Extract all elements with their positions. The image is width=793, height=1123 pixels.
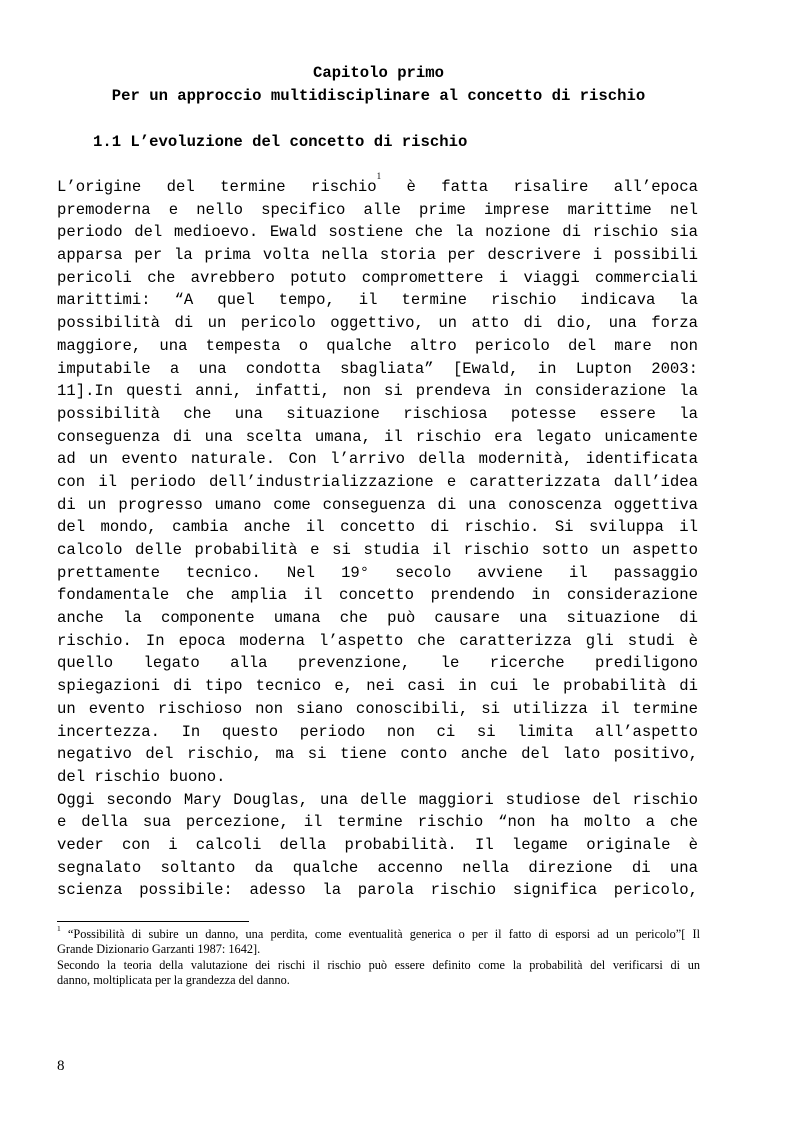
body-line: 11].In questi anni, infatti, non si prendeva in considerazione la	[57, 382, 698, 401]
body-line: con il periodo dell’industrializzazione e caratterizzata dall’idea	[57, 472, 698, 491]
body-line: periodo del medioevo. Ewald sostiene che la nozione di rischio sia	[57, 223, 698, 242]
body-line: possibilità che una situazione rischiosa potesse essere la	[57, 404, 698, 423]
chapter-subtitle: Per un approccio multidisciplinare al concetto di rischio	[111, 87, 646, 105]
body-line: del mondo, cambia anche il concetto di rischio. Si sviluppa il	[57, 518, 698, 537]
footnote-reference[interactable]: 1	[376, 171, 382, 181]
body-line: premoderna e nello specifico alle prime imprese marittime nel	[57, 200, 698, 219]
body-line: pericoli che avrebbero potuto compromettere i viaggi commerciali	[57, 268, 698, 287]
body-line: rischio. In epoca moderna l’aspetto che caratterizza gli studi è	[57, 631, 698, 650]
footnote-text: “Possibilità di subire un danno, una perdita, come eventualità generica o per il fatto di esporsi ad un pericolo”[ Il	[60, 927, 700, 941]
footnote-line: Secondo la teoria della valutazione dei rischi il rischio può essere definito come la probabilità del verificarsi di un	[57, 958, 700, 973]
body-line: apparsa per la prima volta nella storia per descrivere i possibili	[57, 246, 698, 265]
body-line: di un progresso umano come conseguenza di una conoscenza oggettiva	[57, 495, 698, 514]
footnote-line: Grande Dizionario Garzanti 1987: 1642].	[57, 941, 261, 956]
footnote-separator	[57, 921, 249, 922]
body-line-text: è fatta risalire all’epoca	[381, 178, 698, 196]
body-line: veder con i calcoli della probabilità. Il legame originale è	[57, 835, 698, 854]
body-line: del rischio buono.	[57, 767, 226, 786]
body-line: anche la componente umana che può causare una situazione di	[57, 609, 698, 628]
body-line: conseguenza di una scelta umana, il rischio era legato unicamente	[57, 427, 698, 446]
body-line: possibilità di un pericolo oggettivo, un atto di dio, una forza	[57, 314, 698, 333]
body-line: negativo del rischio, ma si tiene conto anche del lato positivo,	[57, 745, 698, 764]
footnote-mark: 1	[57, 924, 61, 933]
body-line: un evento rischioso non siano conoscibili, si utilizza il termine	[57, 699, 698, 718]
body-line: incertezza. In questo periodo non ci si limita all’aspetto	[57, 722, 698, 741]
body-line: maggiore, una tempesta o qualche altro pericolo del mare non	[57, 336, 698, 355]
body-line	[57, 171, 698, 199]
body-line: prettamente tecnico. Nel 19° secolo avviene il passaggio	[57, 563, 698, 582]
body-line: e della sua percezione, il termine rischio “non ha molto a che	[57, 813, 698, 832]
body-line: imputabile a una condotta sbagliata” [Ewald, in Lupton 2003:	[57, 359, 698, 378]
body-text	[57, 171, 698, 902]
chapter-title: Capitolo primo	[312, 64, 444, 82]
body-line: Oggi secondo Mary Douglas, una delle maggiori studiose del rischio	[57, 790, 698, 809]
body-line: segnalato soltanto da qualche accenno nella direzione di una	[57, 858, 698, 877]
footnotes	[57, 924, 700, 987]
body-line: fondamentale che amplia il concetto prendendo in considerazione	[57, 586, 698, 605]
body-line: quello legato alla prevenzione, le ricerche prediligono	[57, 654, 698, 673]
body-line: scienza possibile: adesso la parola rischio significa pericolo,	[57, 881, 698, 900]
body-line: spiegazioni di tipo tecnico e, nei casi in cui le probabilità di	[57, 677, 698, 696]
footnote-line	[57, 924, 700, 942]
body-line: calcolo delle probabilità e si studia il rischio sotto un aspetto	[57, 541, 698, 559]
body-line: marittimi: “A quel tempo, il termine rischio indicava la	[57, 291, 698, 310]
page-number: 8	[57, 1058, 65, 1074]
section-heading: 1.1 L’evoluzione del concetto di rischio	[93, 133, 468, 151]
body-line: ad un evento naturale. Con l’arrivo della modernità, identificata	[57, 450, 698, 469]
footnote-line: danno, moltiplicata per la grandezza del danno.	[57, 972, 290, 987]
body-line-text: L’origine del termine rischio	[57, 178, 377, 196]
